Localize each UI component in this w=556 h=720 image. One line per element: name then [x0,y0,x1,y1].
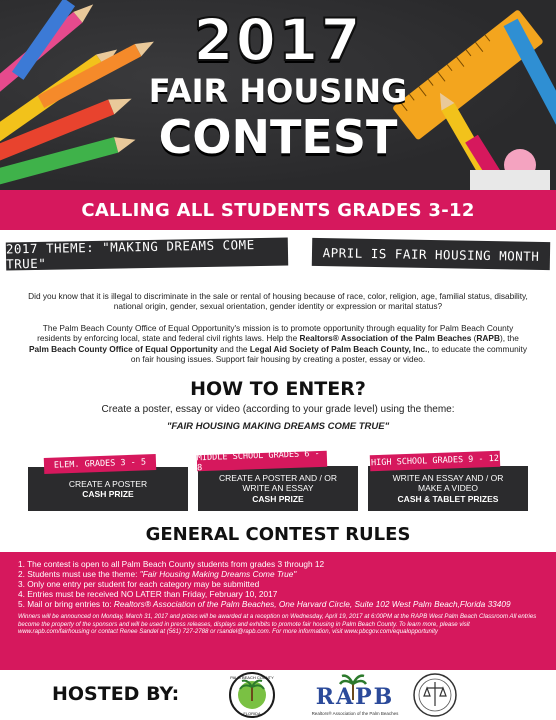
category-label-middle: MIDDLE SCHOOL GRADES 6 - 8 [197,451,327,472]
title-fair-housing: FAIR HOUSING [148,72,408,110]
rapb-logo-text: RAPB [315,684,395,710]
rule-2-theme: "Fair Housing Making Dreams Come True" [139,569,297,579]
seal-bottom-text: FLORIDA [243,711,261,716]
category-high-prize: CASH & TABLET PRIZES [397,493,499,504]
theme-row [0,234,556,274]
office-of-equal-opportunity-seal-logo [412,672,458,718]
intro-paragraph: Did you know that it is illegal to discriminate in the sale or rental of housing because of race, color, religion, age, familial status, disability, national origin, gender, sexual orientation, gender identity or expression or marital status? [28,291,528,312]
how-to-enter-instruction: Create a poster, essay or video (according to your grade level) using the theme: [101,404,455,415]
palm-beach-county-seal-logo [228,671,276,719]
rule-4: 4. Entries must be received NO LATER than Friday, February 10, 2017 [18,589,278,599]
rapb-logo [300,674,410,718]
title-contest: CONTEST [158,110,398,164]
category-label-elementary: ELEM. GRADES 3 - 5 [44,454,156,474]
header-chalkboard [0,0,556,190]
rule-2-text: 2. Students must use the theme: [18,569,140,579]
rule-3: 3. Only one entry per student for each category may be submitted [18,579,260,589]
rapb-tagline: Realtors® Association of the Palm Beaches [311,711,399,716]
category-middle-prize: CASH PRIZE [252,493,304,504]
rules-panel [0,552,556,670]
rule-1: 1. The contest is open to all Palm Beach County students from grades 3 through 12 [18,559,325,569]
rule-5 [18,599,556,609]
footer [0,670,556,720]
how-to-enter-heading: HOW TO ENTER? [190,378,366,400]
rule-5-text: 5. Mail or bring entries to: [18,599,114,609]
mission-text-5: , to educate the community on fair housing issues. Support fair housing by creating a poster, essay or video. [130,343,527,365]
rapb-name: Realtors® Association of the Palm Beaches [299,333,472,344]
category-elementary-line1: CREATE A POSTER [68,478,148,489]
rules-list [18,559,556,609]
mission-text-4: and the [217,343,250,354]
mission-text-3: ), the [499,333,519,344]
title-year: 2017 [193,6,363,74]
seal-top-text: PALM BEACH COUNTY [230,675,274,680]
mission-text-1: The Palm Beach County Office of Equal Opportunity's mission is to promote opportunity through equality for Palm Beach County residents by enforcing local, state and federal civil rights laws. Help the [37,323,514,344]
legal-aid-name: Legal Aid Society of Palm Beach County, Inc. [249,343,428,354]
category-box-middle [198,466,358,511]
grades-banner [0,190,556,230]
pbc-office-name: Palm Beach County Office of Equal Opportunity [29,343,218,354]
rule-2 [18,569,556,579]
rules-heading: GENERAL CONTEST RULES [145,524,411,545]
grades-banner-text: CALLING ALL STUDENTS GRADES 3-12 [81,199,475,221]
rules-fine-print: Winners will be announced on Monday, March 31, 2017 and prizes will be awarded at a reception on Wednesday, April 19, 2017 at 6:00PM at the RAPB West Palm Beach Classroom All entries become the property of the sponsors and will be used in press releases, displays and exhibits to promote fair housing in Palm Beach County. To learn more, please visit www.rapb.com/fairhousing or contact Renee Sandel at (561) 727-2788 or rsandel@rapb.com. For more information, visit www.pbcgov.com/equalopportunity [18,613,537,636]
category-middle-line2: WRITE AN ESSAY [242,483,314,494]
category-elementary-prize: CASH PRIZE [82,489,134,499]
theme-quote: "FAIR HOUSING MAKING DREAMS COME TRUE" [166,421,390,432]
hosted-by-label: HOSTED BY: [52,683,180,705]
mission-text-2: ( [471,333,477,344]
category-middle-line1: CREATE A POSTER AND / OR [219,472,337,483]
category-box-high [368,466,528,511]
theme-box: 2017 THEME: "MAKING DREAMS COME TRUE" [6,238,288,271]
rule-5-address: Realtors® Association of the Palm Beaches, One Harvard Circle, Suite 102 West Palm Beach,Florida 33409 [113,599,511,609]
rapb-abbrev: RAPB [476,333,500,344]
fair-housing-month-box: APRIL IS FAIR HOUSING MONTH [312,238,550,270]
category-label-high: HIGH SCHOOL GRADES 9 - 12 [370,451,500,472]
mission-paragraph [28,323,528,365]
category-high-line1: WRITE AN ESSAY AND / OR [392,472,504,483]
category-high-line2: MAKE A VIDEO [418,483,478,494]
